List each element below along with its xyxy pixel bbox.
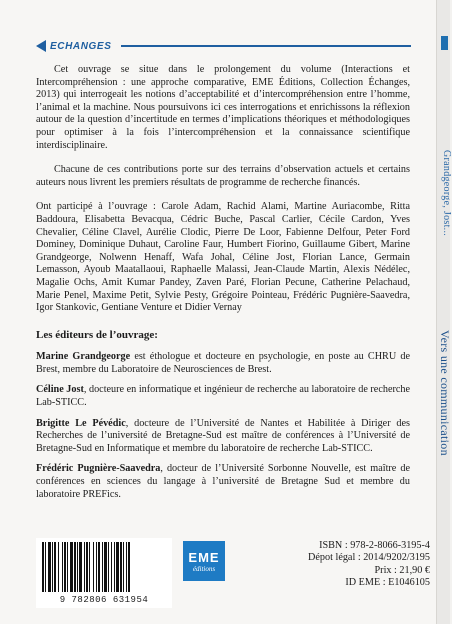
arrow-left-icon: [36, 40, 46, 52]
editor-bio: [36, 463, 410, 501]
barcode-bar: [77, 542, 78, 592]
barcode-bar: [128, 542, 130, 592]
barcode-bar: [54, 542, 56, 592]
barcode-bar: [123, 542, 124, 592]
barcode-bar: [84, 542, 85, 592]
barcode-bar: [67, 542, 68, 592]
barcode-bar: [114, 542, 115, 592]
editor-name: Céline Jost: [36, 384, 84, 396]
series-header: [36, 40, 411, 52]
logo-sub: éditions: [192, 564, 216, 573]
barcode-bar: [126, 542, 127, 592]
barcode: [36, 538, 172, 608]
editor-description: , docteur de l’Université Sorbonne Nouvelle, est maître de conférences en sciences du langage à l’université de Bretagne Sud et membre du laboratoire PREFics.: [36, 463, 410, 500]
editor-description: , docteure de l’Université de Nantes et Habilitée à Diriger des Recherches de l’université de Bretagne-Sud est maître de conférences à l’Université de Bretagne-Sud en Informatique et membre du laboratoire de recherche Lab-STICC.: [36, 417, 410, 454]
barcode-bar: [70, 542, 73, 592]
barcode-bar: [58, 542, 59, 592]
barcode-bar: [74, 542, 76, 592]
barcode-number: 9 782806 631954: [59, 595, 149, 605]
isbn: ISBN : 978-2-8066-3195-4: [319, 540, 430, 551]
barcode-bar: [116, 542, 119, 592]
editor-name: Frédéric Pugnière-Saavedra: [36, 463, 161, 475]
barcode-bar: [93, 542, 94, 592]
series-label: ECHANGES: [50, 40, 112, 52]
barcode-bar: [111, 542, 112, 592]
editor-description: , docteure en informatique et ingénieur de recherche au laboratoire de recherche Lab-STICC.: [36, 384, 410, 409]
barcode-bar: [108, 542, 109, 592]
back-cover-text: [36, 64, 410, 509]
publisher-logo: [183, 541, 225, 581]
barcode-bar: [86, 542, 88, 592]
legal-deposit: Dépot légal : 2014/9202/3195: [308, 552, 430, 564]
barcode-bar: [52, 542, 53, 592]
barcode-bar: [45, 542, 46, 592]
contributors-list: Ont participé à l’ouvrage : Carole Adam, Rachid Alami, Martine Auriacombe, Ritta Baddoura, Elisabetta Bevacqua, Cédric Buche, Pascal Carlier, Cécile Cardon, Yves Chevalier, Céline Clavel, Aurélie Clodic, Pierre De Loor, Fabienne Delfour, Peter Ford Dominey, Dominique Duhaut, Caroline Faur, Humbert Fiorino, Guillaume Gibert, Marine Grandgeorge, Nolwenn Henaff, Wafa Johal, Céline Jost, Florian Lance, Germain Lemasson, Ayoub Maatallaoui, Raphaelle Malassi, Jean-Claude Martin, Alexis Nédélec, Magalie Ochs, Amit Kumar Pandey, Zaven Paré, Florian Pecune, Catherine Pelachaud, Marie Penel, Maxime Petit, Sylvie Pesty, Grégoire Pointeau, Frédéric Pugnière-Saavedra, Igor Stankovic, Gentiane Venture et Didier Vernay: [36, 201, 410, 314]
intro-paragraph-1: Cet ouvrage se situe dans le prolongement du volume (Interactions et Intercompréhension : une approche comparative, EME Éditions, Collection Échanges, 2013) qui interrogeait les notions d’acceptabilité et d’intercompréhension entre l’homme, l’animal et la machine. Nous poursuivons ici ces interrogations et enrichissons la réflexion autour de la question d’incertitude en termes d’implications théoriques et méthodologiques pour optimiser à la fois l’intercompréhension et la connaissance scientifique interdisciplinaire.: [36, 64, 410, 151]
logo-name: EME: [188, 549, 220, 565]
barcode-bar: [89, 542, 90, 592]
barcode-bar: [79, 542, 82, 592]
series-rule: [121, 45, 411, 47]
editor-bio: [36, 418, 410, 456]
publication-info: [298, 540, 430, 590]
barcode-bar: [48, 542, 51, 592]
barcode-bar: [98, 542, 100, 592]
price: Prix : 21,90 €: [374, 564, 430, 576]
editor-bio: [36, 351, 410, 376]
spine-title: Vers une communication: [438, 330, 452, 456]
editor-name: Marine Grandgeorge: [36, 351, 131, 363]
spine-mark: [441, 36, 448, 50]
barcode-bar: [62, 542, 63, 592]
spine-authors: Grandgeorge, Jost...: [441, 150, 452, 237]
publisher-id: ID EME : E1046105: [345, 577, 430, 589]
book-spine: [436, 0, 450, 624]
editor-bio: [36, 384, 410, 409]
editor-description: est éthologue et docteure en psychologie, en poste au CHRU de Brest, membre du Laboratoire de Neurosciences de Brest.: [36, 351, 410, 375]
barcode-bar: [104, 542, 107, 592]
editors-heading: Les éditeurs de l’ouvrage:: [36, 328, 158, 341]
barcode-bars: [36, 538, 172, 594]
barcode-bar: [42, 542, 44, 592]
barcode-bar: [64, 542, 66, 592]
editor-name: Brigitte Le Pévédic: [36, 417, 126, 429]
intro-paragraph-2: Chacune de ces contributions porte sur des terrains d’observation actuels et certains auteurs nous livrent les premiers résultats de programme de recherche financés.: [36, 164, 410, 188]
barcode-bar: [120, 542, 122, 592]
barcode-bar: [96, 542, 97, 592]
barcode-bar: [102, 542, 103, 592]
